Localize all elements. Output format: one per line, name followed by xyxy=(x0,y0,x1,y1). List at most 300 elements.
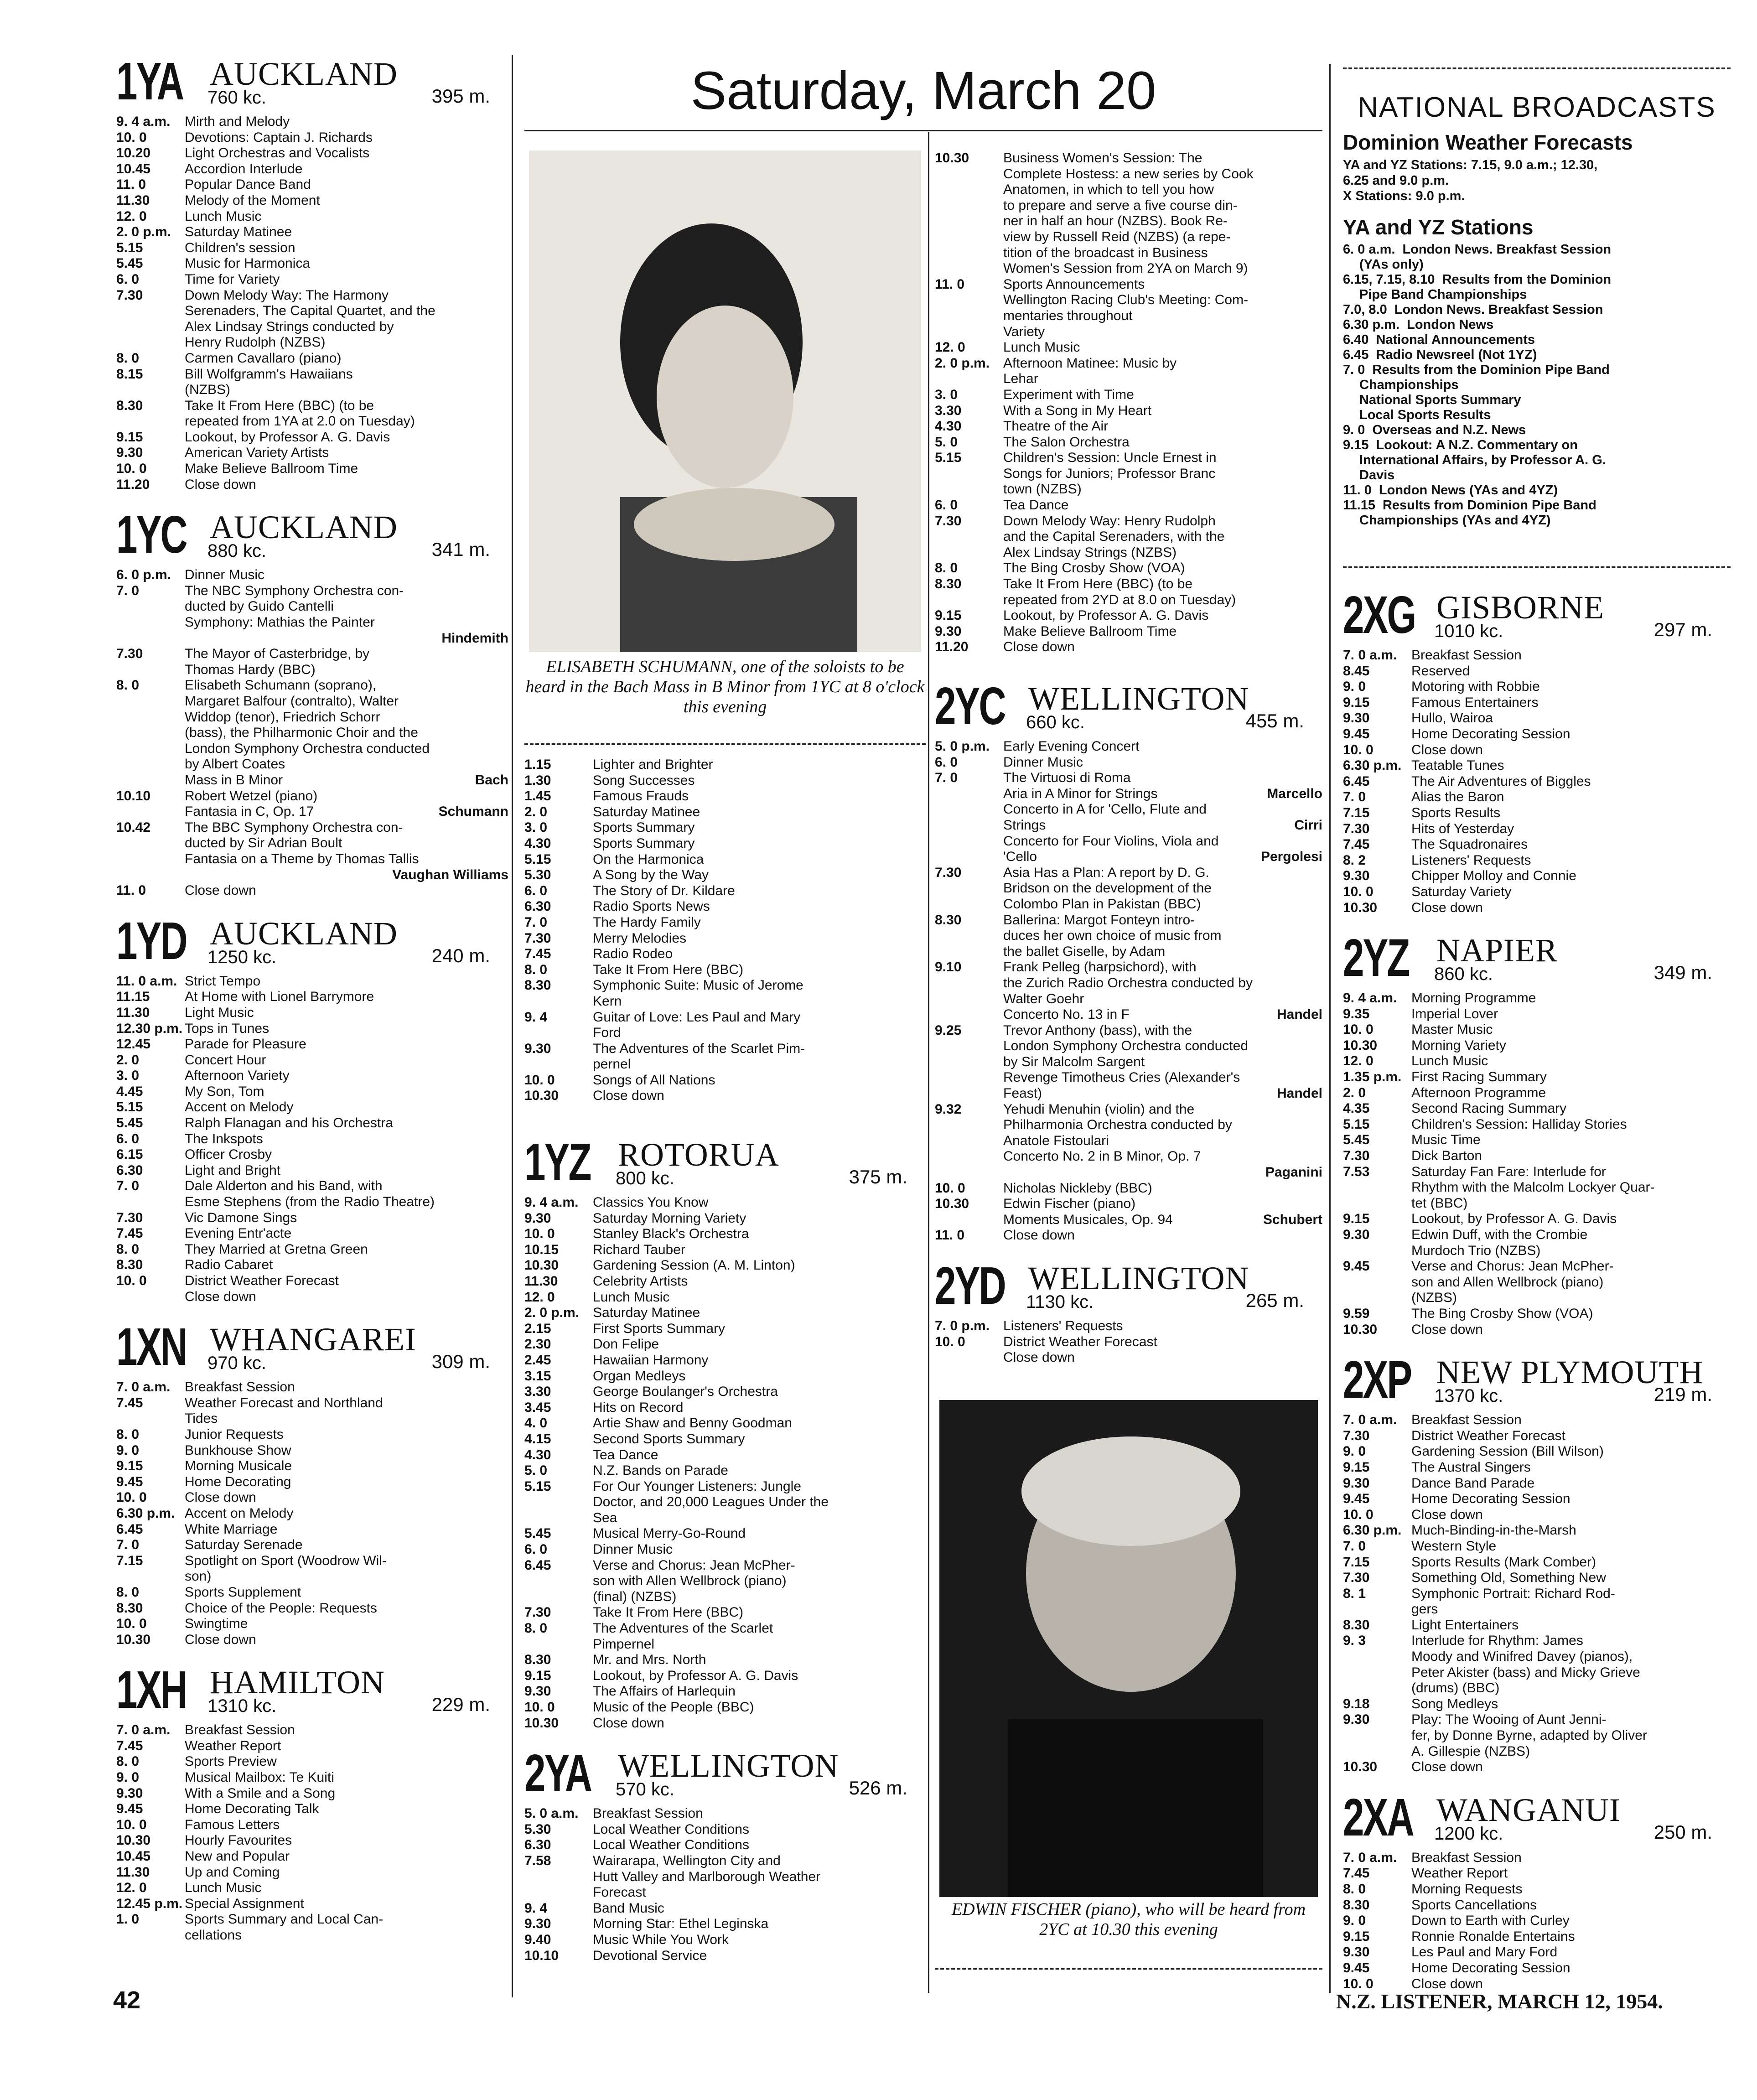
programme-title: Play: The Wooing of Aunt Jenni- xyxy=(1411,1712,1607,1727)
programme-time: 9.15 xyxy=(524,1668,551,1683)
programme-time: 1.15 xyxy=(524,757,551,772)
programme-time: 9.30 xyxy=(524,1210,551,1226)
national-time: 11.15 xyxy=(1343,498,1375,513)
national-item xyxy=(1343,332,1731,347)
programme-time: 9.30 xyxy=(935,623,962,639)
programme-time xyxy=(935,261,1003,277)
station-city: WANGANUI xyxy=(1436,1791,1621,1828)
programme-item xyxy=(935,928,1322,944)
programme-item xyxy=(1343,1633,1731,1649)
programme-item xyxy=(1343,742,1731,758)
programme-time xyxy=(116,741,185,757)
wavelength: 455 m. xyxy=(1245,710,1304,731)
national-text: Overseas and N.Z. News xyxy=(1372,423,1526,437)
programme-time: 9.45 xyxy=(116,1474,143,1489)
programme-title: Take It From Here (BBC) (to be xyxy=(185,398,374,413)
programme-title: Spotlight on Sport (Woodrow Wil- xyxy=(185,1553,387,1568)
programme-item xyxy=(116,209,508,225)
programme-time: 9.15 xyxy=(1343,1459,1370,1475)
programme-time: 8. 0 xyxy=(116,1241,140,1257)
programme-time: 9.45 xyxy=(116,1801,143,1817)
programme-time: 1.35 p.m. xyxy=(1343,1069,1402,1085)
programme-time: 11. 0 a.m. xyxy=(116,973,177,989)
programme-title: duces her own choice of music from xyxy=(1003,928,1222,944)
programme-title: The Salon Orchestra xyxy=(1003,434,1130,450)
programme-time: 5.15 xyxy=(524,851,551,867)
programme-title: Gardening Session (A. M. Linton) xyxy=(593,1258,795,1273)
programme-title: Bunkhouse Show xyxy=(185,1442,291,1458)
programme-time: 7.45 xyxy=(116,1738,143,1753)
programme-item xyxy=(935,229,1322,245)
programme-item xyxy=(1343,1306,1731,1322)
programme-time: 4.30 xyxy=(524,1447,551,1462)
fischer-caption: EDWIN FISCHER (piano), who will be heard from 2YC at 10.30 this evening xyxy=(951,1900,1306,1939)
programme-title: Sea xyxy=(593,1510,617,1525)
programme-list xyxy=(116,1722,508,1943)
national-item xyxy=(1343,363,1731,378)
programme-title: Concerto for Four Violins, Viola and xyxy=(1003,833,1219,849)
programme-item xyxy=(1343,853,1731,869)
programme-title: Wellington Racing Club's Meeting: Com- xyxy=(1003,292,1249,308)
programme-item xyxy=(524,1869,926,1885)
programme-title: Ralph Flanagan and his Orchestra xyxy=(185,1115,393,1131)
programme-item xyxy=(1343,1006,1731,1022)
programme-title: Music While You Work xyxy=(593,1932,729,1947)
programme-list xyxy=(935,150,1322,655)
programme-time: 8. 0 xyxy=(524,962,548,977)
station-1yz xyxy=(524,1132,926,1731)
programme-time: 11.20 xyxy=(116,477,150,492)
programme-title: Women's Session from 2YA on March 9) xyxy=(1003,261,1248,276)
programme-item xyxy=(524,1526,926,1542)
programme-title: Alex Lindsay Strings conducted by xyxy=(185,319,394,334)
programme-time xyxy=(935,1212,1003,1228)
programme-time: 6.45 xyxy=(1343,773,1370,789)
programme-time: 7.30 xyxy=(524,1605,551,1620)
programme-title: Don Felipe xyxy=(593,1337,659,1352)
programme-title xyxy=(185,631,508,647)
programme-title: Home Decorating Session xyxy=(1411,1491,1570,1507)
programme-time xyxy=(116,414,185,430)
programme-item xyxy=(116,1099,508,1115)
programme-list xyxy=(116,114,508,493)
programme-item xyxy=(524,1088,926,1104)
programme-time: 3. 0 xyxy=(116,1068,140,1084)
programme-title: Hits on Record xyxy=(593,1400,684,1415)
programme-title: Saturday Serenade xyxy=(185,1537,303,1553)
programme-item xyxy=(935,897,1322,913)
programme-time: 5.45 xyxy=(116,1115,143,1131)
col2-continued-programmes xyxy=(524,757,926,1104)
programme-time xyxy=(524,1510,593,1526)
composer: Paganini xyxy=(1265,1165,1322,1180)
programme-item xyxy=(116,804,508,820)
programme-item xyxy=(524,1226,926,1242)
programme-title: town (NZBS) xyxy=(1003,482,1082,497)
programme-item xyxy=(1343,1476,1731,1492)
programme-title: The Hardy Family xyxy=(593,914,701,930)
programme-title: Devotions: Captain J. Richards xyxy=(185,130,373,145)
programme-title: Breakfast Session xyxy=(185,1379,295,1395)
programme-item xyxy=(935,513,1322,529)
programme-time: 10. 0 xyxy=(935,1180,965,1196)
programme-title: Concert Hour xyxy=(185,1052,266,1068)
programme-title: Reserved xyxy=(1411,663,1470,679)
programme-title: Close down xyxy=(1411,1759,1483,1775)
programme-time: 5.15 xyxy=(116,240,143,255)
programme-time: 1. 0 xyxy=(116,1912,140,1927)
col3-stations xyxy=(935,676,1322,1381)
programme-item xyxy=(935,834,1322,850)
programme-title: Song Medleys xyxy=(1411,1696,1498,1711)
programme-title: Close down xyxy=(593,1715,664,1731)
national-text: Results from the Dominion xyxy=(1442,272,1612,287)
programme-title: Peter Akister (bass) and Micky Grieve xyxy=(1411,1664,1640,1680)
programme-title: Saturday Matinee xyxy=(593,804,700,819)
programme-item xyxy=(524,852,926,868)
programme-title: Master Music xyxy=(1411,1022,1493,1037)
programme-item xyxy=(1343,1665,1731,1681)
programme-time: 11.30 xyxy=(116,192,150,208)
programme-item xyxy=(935,818,1322,834)
national-item xyxy=(1343,498,1731,513)
call-sign: 1YD xyxy=(116,911,187,970)
programme-item xyxy=(1343,1539,1731,1555)
programme-time: 6.45 xyxy=(524,1557,551,1573)
programme-item xyxy=(116,1896,508,1912)
programme-time xyxy=(935,1165,1003,1181)
programme-title: Radio Sports News xyxy=(593,899,710,914)
programme-title: Bill Wolfgramm's Hawaiians xyxy=(185,366,353,382)
programme-title: Up and Coming xyxy=(185,1864,280,1880)
programme-item xyxy=(935,560,1322,576)
call-sign: 1YA xyxy=(116,52,183,111)
call-sign: 2YC xyxy=(935,676,1005,736)
programme-item xyxy=(1343,1618,1731,1633)
programme-time xyxy=(935,802,1003,818)
programme-item xyxy=(116,974,508,990)
programme-title: Sports Summary xyxy=(593,820,695,835)
programme-item xyxy=(1343,1696,1731,1712)
programme-time: 7. 0 xyxy=(524,914,548,930)
programme-item xyxy=(935,371,1322,387)
programme-title: (final) (NZBS) xyxy=(593,1589,677,1604)
programme-title: Dale Alderton and his Band, with xyxy=(185,1178,383,1194)
station-2xp xyxy=(1343,1350,1731,1775)
programme-item xyxy=(116,1474,508,1490)
programme-item xyxy=(524,1057,926,1073)
programme-time: 12. 0 xyxy=(524,1289,555,1305)
programme-title: Kern xyxy=(593,993,622,1009)
programme-item xyxy=(116,1865,508,1881)
programme-item xyxy=(524,1010,926,1026)
national-time: 6.15, 7.15, 8.10 xyxy=(1343,272,1435,287)
programme-item xyxy=(524,1822,926,1838)
programme-title: Home Decorating xyxy=(185,1474,291,1489)
programme-time xyxy=(935,198,1003,214)
programme-time: 5.15 xyxy=(1343,1116,1370,1132)
programme-title: Light Music xyxy=(185,1005,254,1020)
programme-item xyxy=(935,1086,1322,1102)
programme-item xyxy=(116,1601,508,1617)
programme-item xyxy=(935,482,1322,498)
programme-time xyxy=(935,229,1003,245)
programme-time: 6.30 xyxy=(524,899,551,914)
programme-item xyxy=(1343,1960,1731,1976)
programme-time: 9.45 xyxy=(1343,1960,1370,1976)
programme-item xyxy=(1343,1227,1731,1243)
programme-time: 8. 0 xyxy=(116,350,140,366)
programme-item xyxy=(1343,695,1731,711)
frequency: 1010 kc. xyxy=(1434,621,1503,641)
programme-item xyxy=(116,1522,508,1538)
national-time: 11. 0 xyxy=(1343,483,1372,498)
programme-item xyxy=(524,1305,926,1321)
programme-item xyxy=(935,498,1322,513)
programme-list xyxy=(524,1806,926,1964)
station-city: AUCKLAND xyxy=(210,915,398,952)
programme-time: 8.30 xyxy=(524,978,551,993)
programme-title: Lunch Music xyxy=(593,1289,670,1305)
programme-time xyxy=(1343,1290,1411,1306)
weather-line: YA and YZ Stations: 7.15, 9.0 a.m.; 12.30, xyxy=(1343,158,1598,172)
programme-time: 9. 4 a.m. xyxy=(116,114,171,129)
programme-title: son) xyxy=(185,1569,212,1584)
programme-time: 10. 0 xyxy=(1343,742,1373,757)
programme-item xyxy=(116,1880,508,1896)
programme-title: Afternoon Variety xyxy=(185,1068,290,1084)
programme-title: tet (BBC) xyxy=(1411,1195,1468,1211)
station-header xyxy=(1343,928,1731,990)
schumann-caption: ELISABETH SCHUMANN, one of the soloists to be heard in the Bach Mass in B Minor from 1YC at 8 o'clock this evening xyxy=(525,657,925,716)
programme-title: Sports Results xyxy=(1411,805,1501,820)
call-sign: 2YZ xyxy=(1343,928,1409,988)
programme-item xyxy=(1343,1602,1731,1618)
programme-time: 3.30 xyxy=(524,1384,551,1400)
programme-time xyxy=(116,1928,185,1944)
frequency: 1250 kc. xyxy=(207,947,277,967)
station-city: WHANGAREI xyxy=(210,1321,416,1358)
programme-title: ducted by Guido Cantelli xyxy=(185,599,334,614)
programme-title: N.Z. Bands on Parade xyxy=(593,1463,728,1478)
programme-item xyxy=(1343,1913,1731,1929)
programme-item xyxy=(1343,1460,1731,1476)
programme-time: 9.30 xyxy=(524,1916,551,1932)
programme-title: Afternoon Programme xyxy=(1411,1085,1546,1100)
programme-title: Fantasia on a Theme by Thomas Tallis xyxy=(185,851,419,866)
programme-item xyxy=(1343,1164,1731,1180)
programme-title: Hawaiian Harmony xyxy=(593,1352,709,1368)
programme-item xyxy=(116,788,508,804)
column-divider xyxy=(928,132,929,1993)
programme-title: District Weather Forecast xyxy=(1003,1334,1157,1349)
programme-time: 10. 0 xyxy=(116,130,147,145)
programme-title: American Variety Artists xyxy=(185,445,329,461)
programme-title: Close down xyxy=(1003,1228,1075,1243)
programme-time: 10.30 xyxy=(1343,1037,1378,1053)
programme-time: 5. 0 a.m. xyxy=(524,1806,579,1821)
programme-time xyxy=(935,1086,1003,1102)
programme-item xyxy=(1343,1132,1731,1148)
programme-title: The NBC Symphony Orchestra con- xyxy=(185,583,404,598)
programme-time xyxy=(116,599,185,615)
programme-item xyxy=(935,592,1322,608)
programme-time: 7. 0 p.m. xyxy=(935,1318,990,1333)
programme-time: 9.15 xyxy=(1343,1929,1370,1944)
programme-item xyxy=(116,1242,508,1258)
programme-title xyxy=(185,867,508,883)
programme-time: 7. 0 a.m. xyxy=(116,1379,171,1395)
programme-time xyxy=(935,292,1003,308)
programme-time: 5.30 xyxy=(524,867,551,883)
programme-title: Junior Requests xyxy=(185,1426,284,1442)
programme-time: 7.45 xyxy=(116,1226,143,1241)
programme-list xyxy=(935,1318,1322,1366)
national-item xyxy=(1343,483,1731,498)
programme-item xyxy=(524,1494,926,1510)
programme-item xyxy=(524,978,926,994)
programme-title: Mass in B Minor Bach xyxy=(185,772,508,788)
programme-time: 2.15 xyxy=(524,1321,551,1336)
programme-item xyxy=(116,303,508,319)
programme-item xyxy=(1343,990,1731,1006)
national-bottom-rule xyxy=(1343,566,1731,573)
programme-time: 11.30 xyxy=(116,1005,150,1020)
programme-item xyxy=(1343,758,1731,774)
programme-title: Tops in Tunes xyxy=(185,1021,270,1036)
programme-item xyxy=(935,849,1322,865)
programme-item xyxy=(524,1916,926,1932)
station-2yc xyxy=(935,676,1322,1244)
programme-item xyxy=(116,1506,508,1522)
programme-time: 10.30 xyxy=(524,1715,559,1731)
programme-item xyxy=(524,1885,926,1901)
programme-time: 12.45 xyxy=(116,1037,151,1052)
programme-title: Musical Mailbox: Te Kuiti xyxy=(185,1770,334,1785)
national-item xyxy=(1343,257,1731,272)
programme-item xyxy=(524,836,926,852)
programme-time: 9. 3 xyxy=(1343,1633,1366,1649)
wavelength: 375 m. xyxy=(849,1166,907,1187)
programme-item xyxy=(524,883,926,899)
programme-item xyxy=(1343,1866,1731,1882)
programme-time: 9.30 xyxy=(1343,1944,1370,1960)
page-number: 42 xyxy=(113,1986,141,2014)
programme-item xyxy=(524,1901,926,1917)
programme-title: Close down xyxy=(1003,639,1075,655)
programme-item xyxy=(935,1196,1322,1212)
programme-time: 9.15 xyxy=(116,1458,143,1474)
programme-list xyxy=(1343,1850,1731,1992)
programme-title: Famous Frauds xyxy=(593,788,689,804)
programme-title: At Home with Lionel Barrymore xyxy=(185,989,374,1005)
call-sign: 2XG xyxy=(1343,585,1415,644)
programme-time: 9.45 xyxy=(1343,726,1370,741)
programme-title: Home Decorating Session xyxy=(1411,726,1570,741)
programme-item xyxy=(524,757,926,773)
programme-time: 9.35 xyxy=(1343,1006,1370,1021)
programme-time: 10. 0 xyxy=(524,1226,555,1242)
programme-time: 3.45 xyxy=(524,1400,551,1415)
programme-time: 8. 2 xyxy=(1343,852,1366,868)
programme-time: 8.30 xyxy=(1343,1617,1370,1633)
programme-time: 11. 0 xyxy=(935,276,965,292)
programme-item xyxy=(116,1569,508,1585)
programme-item xyxy=(935,755,1322,771)
programme-title: Lookout, by Professor A. G. Davis xyxy=(185,429,390,445)
programme-title: Anatomen, in which to tell you how xyxy=(1003,182,1214,197)
programme-title: Mr. and Mrs. North xyxy=(593,1652,706,1668)
programme-title: The Austral Singers xyxy=(1411,1459,1531,1475)
programme-item xyxy=(1343,1491,1731,1507)
programme-title: Local Weather Conditions xyxy=(593,1821,749,1837)
programme-item xyxy=(116,757,508,773)
programme-title: (NZBS) xyxy=(185,382,230,398)
programme-time xyxy=(116,773,185,788)
national-text: Pipe Band Championships xyxy=(1359,287,1527,302)
programme-item xyxy=(524,1573,926,1589)
national-text: Results from the Dominion Pipe Band xyxy=(1372,363,1610,377)
programme-time: 8.30 xyxy=(116,1257,143,1273)
programme-time: 6. 0 p.m. xyxy=(116,567,171,583)
programme-item xyxy=(935,1133,1322,1149)
programme-item xyxy=(1343,837,1731,853)
programme-title: Saturday Fan Fare: Interlude for xyxy=(1411,1164,1606,1179)
programme-time: 11.15 xyxy=(116,989,150,1005)
programme-item xyxy=(524,820,926,836)
programme-time: 10.15 xyxy=(524,1242,559,1257)
programme-time xyxy=(935,166,1003,182)
programme-title: ducted by Sir Adrian Boult xyxy=(185,835,342,851)
programme-title: Down Melody Way: The Harmony xyxy=(185,287,389,303)
programme-title: Take It From Here (BBC) xyxy=(593,962,744,977)
programme-title: The Affairs of Harlequin xyxy=(593,1684,736,1699)
programme-time: 7.58 xyxy=(524,1853,551,1868)
programme-title: Carmen Cavallaro (piano) xyxy=(185,350,342,366)
programme-time xyxy=(935,991,1003,1007)
programme-time: 10. 0 xyxy=(116,461,147,477)
programme-time: 7.45 xyxy=(116,1395,143,1410)
programme-time: 8. 0 xyxy=(116,1584,140,1600)
programme-item xyxy=(935,419,1322,435)
programme-time: 9.59 xyxy=(1343,1306,1370,1321)
programme-item xyxy=(524,1700,926,1716)
programme-item xyxy=(524,899,926,915)
programme-time xyxy=(1343,1649,1411,1665)
station-1xn xyxy=(116,1317,508,1648)
programme-title: Alex Lindsay Strings (NZBS) xyxy=(1003,544,1177,560)
programme-time: 9.30 xyxy=(1343,1227,1370,1242)
programme-item xyxy=(935,944,1322,960)
programme-item xyxy=(1343,789,1731,805)
programme-title: Hourly Favourites xyxy=(185,1833,292,1848)
programme-title: A. Gillespie (NZBS) xyxy=(1411,1743,1530,1759)
programme-title: Serenaders, The Capital Quartet, and the xyxy=(185,303,435,319)
programme-item xyxy=(524,788,926,804)
programme-time: 5.45 xyxy=(1343,1132,1370,1148)
programme-item xyxy=(1343,679,1731,695)
programme-time: 10. 0 xyxy=(524,1072,555,1088)
programme-title: the Zurich Radio Orchestra conducted by xyxy=(1003,975,1253,990)
national-time: 6. 0 a.m. xyxy=(1343,242,1395,257)
column-divider xyxy=(1329,64,1331,1993)
programme-time: 2.45 xyxy=(524,1352,551,1368)
programme-item xyxy=(116,1616,508,1632)
programme-item xyxy=(935,1165,1322,1181)
programme-item xyxy=(935,959,1322,975)
programme-time: 8. 1 xyxy=(1343,1586,1366,1601)
programme-time: 5.15 xyxy=(116,1099,143,1115)
